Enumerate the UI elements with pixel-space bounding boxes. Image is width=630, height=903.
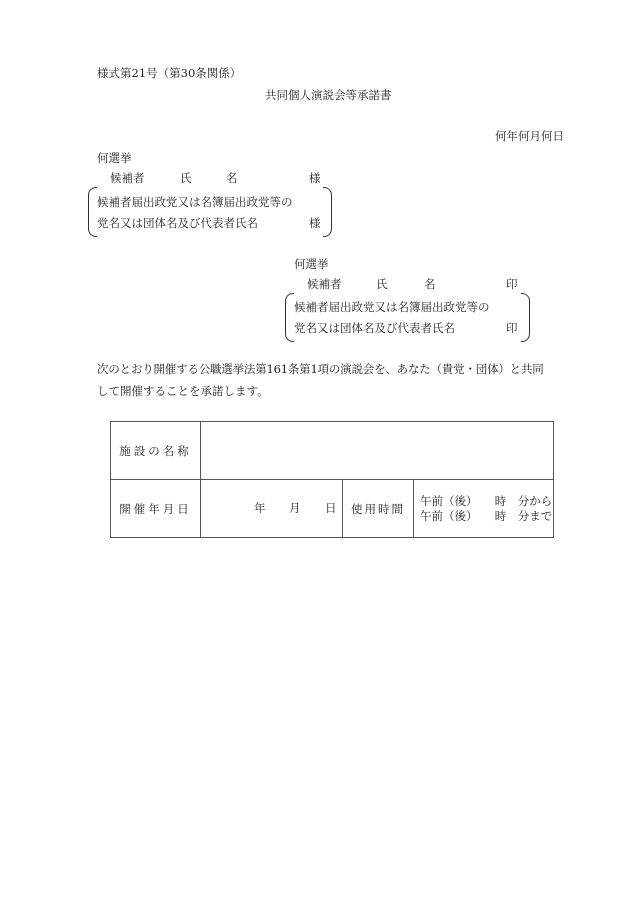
usage-time-label: 使用時間 [343, 480, 414, 538]
date-label: 開催年月日 [111, 480, 201, 538]
sender-bracket-left [285, 293, 294, 342]
sender-name-char2: 名 [424, 277, 436, 291]
sender-seal: 印 [506, 277, 518, 291]
addressee-bracket-left [88, 187, 97, 237]
body-line1: 次のとおり開催する公職選挙法第161条第1項の演説会を、あなた（貴党・団体）と共同 [97, 362, 544, 376]
addressee-election: 何選挙 [97, 151, 132, 165]
addressee-honorific: 様 [309, 171, 321, 185]
facility-value[interactable] [201, 422, 554, 480]
month-unit: 月 [289, 501, 301, 515]
date-value[interactable] [201, 480, 343, 538]
sender-election: 何選挙 [294, 257, 329, 271]
table-row-facility [111, 422, 554, 480]
day-unit: 日 [325, 501, 337, 515]
document-title: 共同個人演説会等承諾書 [265, 88, 392, 102]
sender-party-line2: 党名又は団体名及び代表者氏名 [294, 321, 455, 335]
document-date: 何年何月何日 [495, 129, 564, 143]
sender-party-line1: 候補者届出政党又は名簿届出政党等の [294, 300, 490, 314]
addressee-candidate-label: 候補者 [110, 171, 145, 185]
year-unit: 年 [254, 501, 266, 515]
addressee-name-char1: 氏 [180, 171, 192, 185]
table-row-date-time [111, 480, 554, 538]
sender-bracket-right [521, 293, 530, 342]
addressee-name-char2: 名 [226, 171, 238, 185]
addressee-party-line2: 党名又は団体名及び代表者氏名 [97, 216, 258, 230]
event-details-table [110, 421, 554, 538]
addressee-party-honorific: 様 [309, 216, 321, 230]
facility-label: 施設の名称 [111, 422, 201, 480]
time-from: 午前（後） 時 分から [420, 494, 553, 509]
sender-candidate-label: 候補者 [307, 277, 342, 291]
body-line2: して開催することを承諾します。 [97, 384, 269, 398]
time-to: 午前（後） 時 分まで [420, 508, 553, 523]
addressee-bracket-right [323, 187, 332, 237]
sender-party-seal: 印 [506, 321, 518, 335]
usage-time-value[interactable] [414, 480, 554, 538]
form-number: 様式第21号（第30条関係） [97, 66, 242, 80]
sender-name-char1: 氏 [376, 277, 388, 291]
addressee-party-line1: 候補者届出政党又は名簿届出政党等の [97, 195, 293, 209]
